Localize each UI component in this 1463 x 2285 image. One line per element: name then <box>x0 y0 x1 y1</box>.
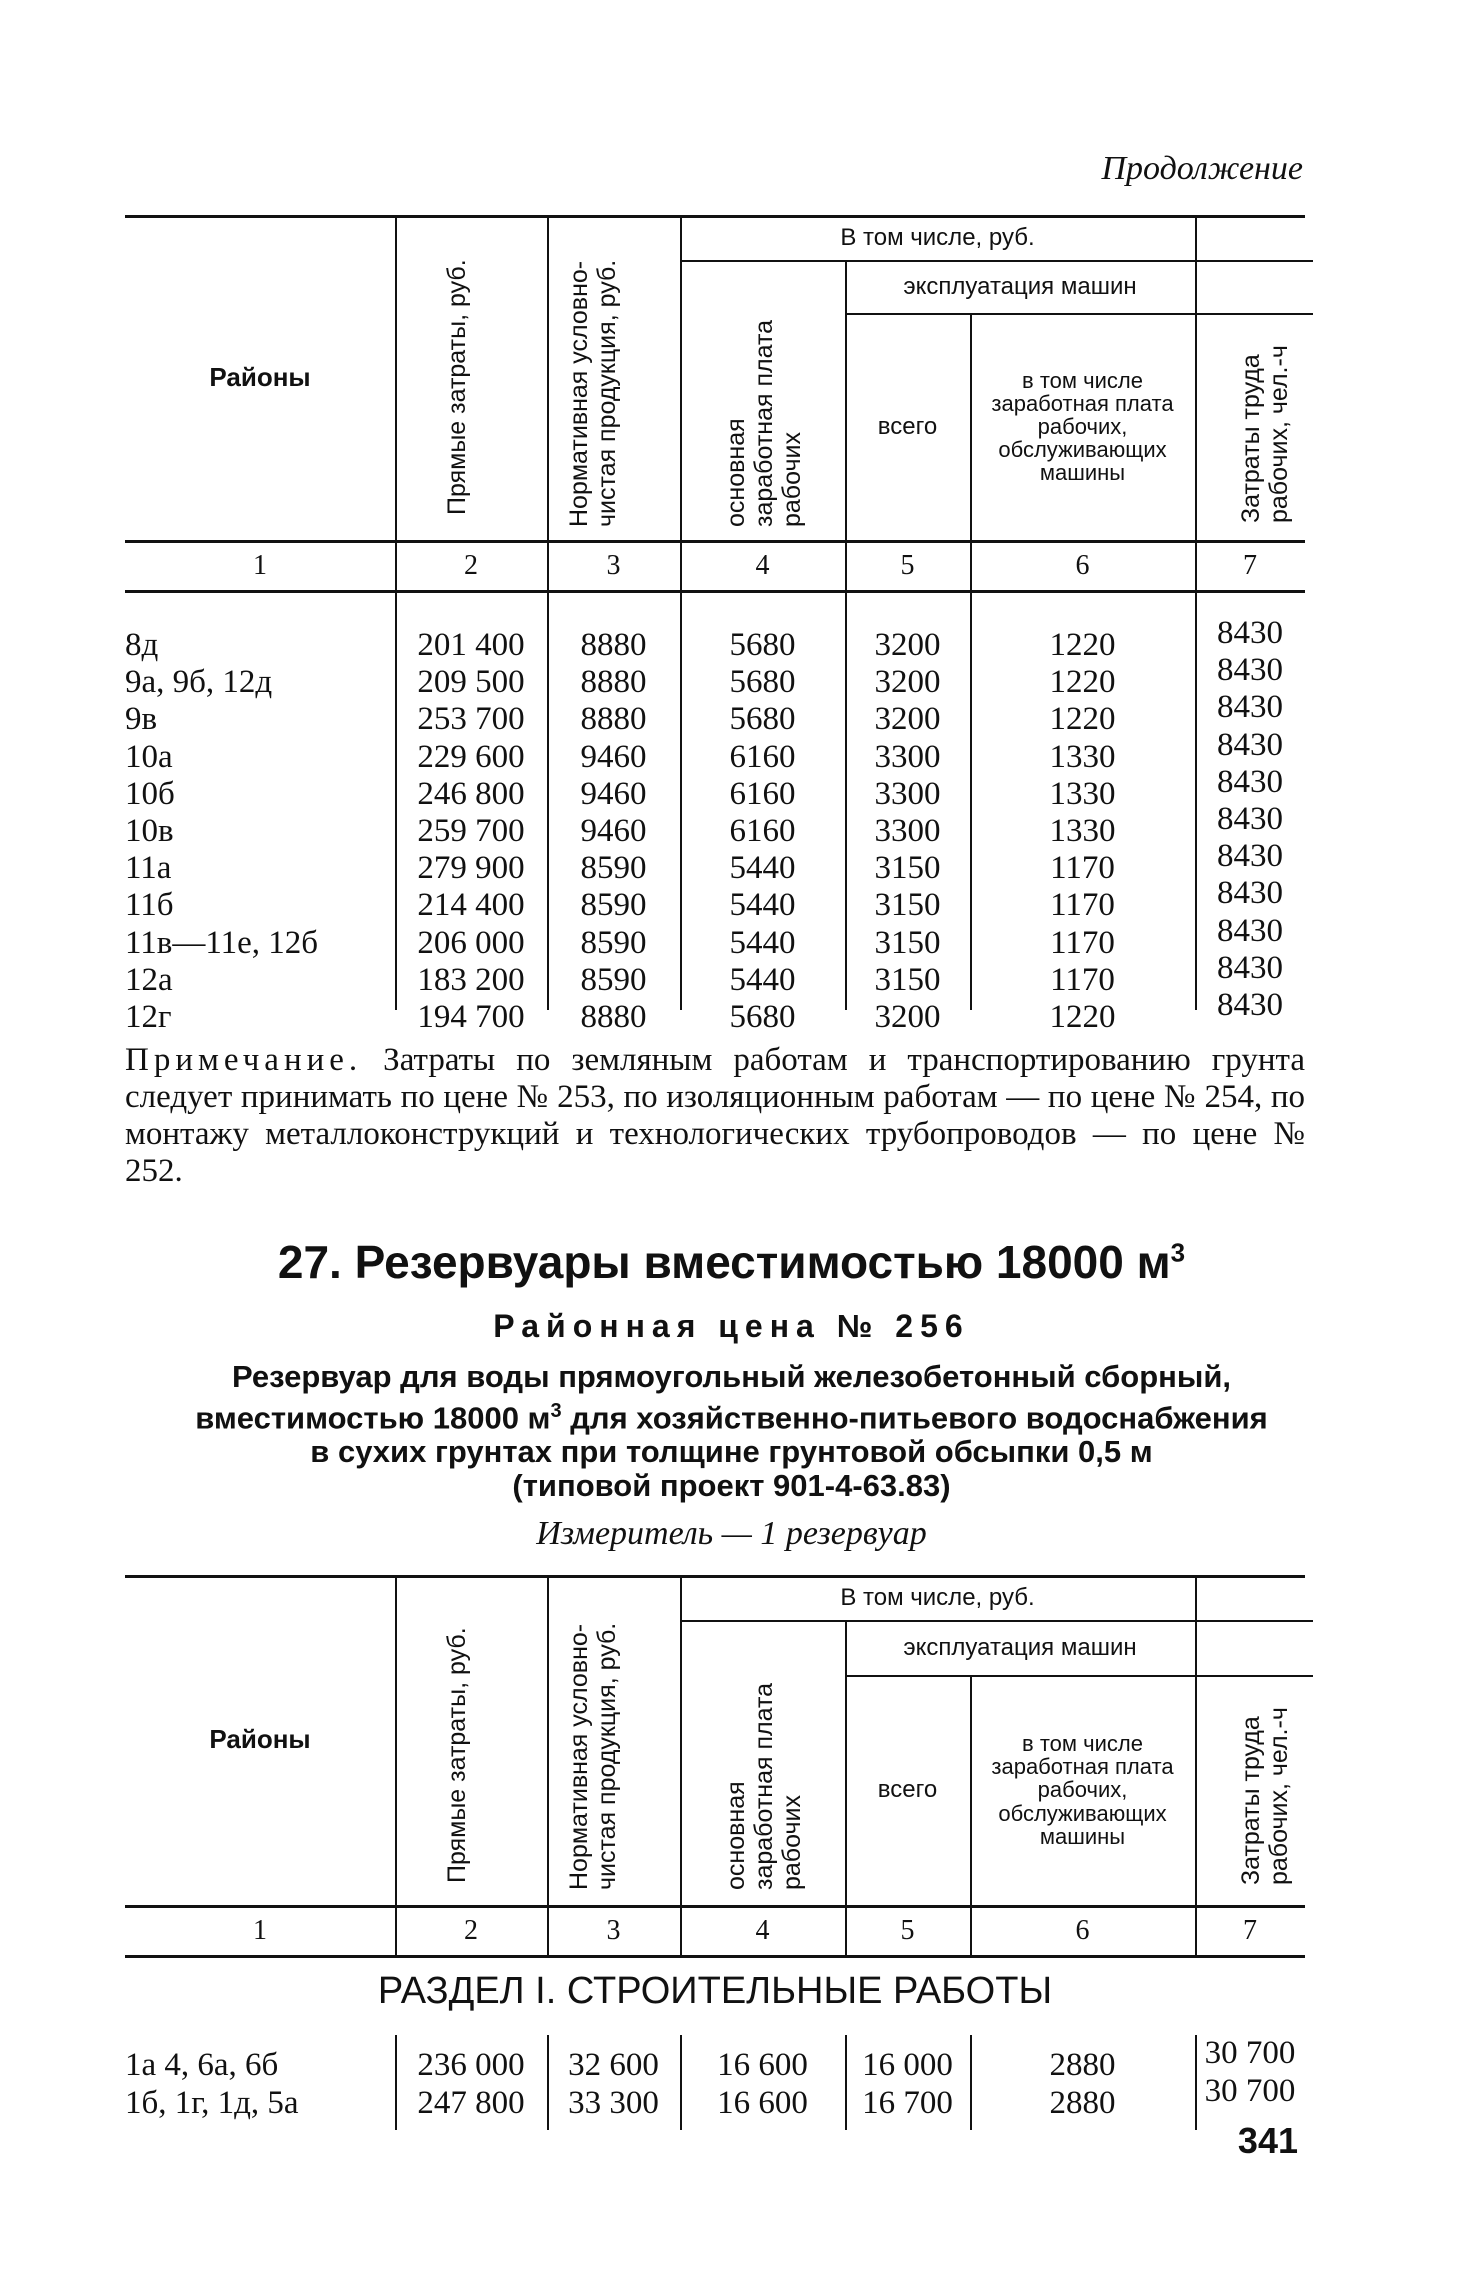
cell-direct: 214 400 <box>417 887 525 924</box>
cell-wage: 5440 <box>729 887 796 924</box>
section-title: 27. Резервуары вместимостью 18000 $м^3$ <box>277 1236 1186 1288</box>
cell-labor: 8430 <box>1217 763 1283 800</box>
row-region-label: 9а, 9б, 12д <box>125 664 273 701</box>
measure-unit: Измеритель — 1 резервуар <box>536 1515 927 1552</box>
page-number: 341 <box>1237 2120 1298 2161</box>
col-number: 2 <box>464 1915 478 1946</box>
cell-wage: 5680 <box>729 701 796 738</box>
cell-total: 3150 <box>874 887 941 924</box>
cell-total: 3300 <box>874 813 941 849</box>
machines-header: эксплуатация машин <box>903 272 1137 300</box>
cell-normative: 8880 <box>580 627 647 663</box>
cell-wage: 5680 <box>729 664 796 701</box>
cell-total: 3300 <box>874 775 941 812</box>
table-2 <box>125 1575 1305 2130</box>
row-region-label: 10в <box>125 813 174 849</box>
col-number: 5 <box>900 550 915 581</box>
cell-direct: 201 400 <box>417 627 525 663</box>
direct-costs-header: Прямые затраты, руб. <box>443 259 471 515</box>
cell-wage: 6160 <box>729 775 796 812</box>
row-region-label: 10б <box>125 775 175 812</box>
base-wage-header: основная заработная плата рабочих <box>722 319 806 527</box>
cell-labor: 8430 <box>1217 949 1283 986</box>
numbers-bottom-rule <box>125 590 1305 593</box>
row-region-label: 9в <box>125 701 158 738</box>
cell-labor: 30 700 <box>1204 2035 1296 2071</box>
cell-direct: 183 200 <box>417 961 525 998</box>
cell-machine-wage: 1170 <box>1050 924 1115 961</box>
col-number: 5 <box>900 1915 915 1946</box>
cell-normative: 8880 <box>580 664 647 701</box>
including-header: В том числе, руб. <box>840 1583 1035 1611</box>
cell-labor: 8430 <box>1217 652 1283 689</box>
cell-wage: 5440 <box>729 850 796 887</box>
cell-normative: 32 600 <box>568 2047 659 2083</box>
row-region-label: 10а <box>125 738 173 775</box>
cell-machine-wage: 1330 <box>1049 813 1116 849</box>
cell-wage: 5680 <box>729 999 796 1035</box>
cell-normative: 8880 <box>580 999 647 1035</box>
row-region-label: 11а <box>125 850 172 887</box>
cell-labor: 8430 <box>1217 987 1283 1023</box>
cell-total: 3150 <box>874 924 941 961</box>
continuation-label: Продолжение <box>1101 150 1303 187</box>
cell-total: 3200 <box>874 664 941 701</box>
cell-labor: 30 700 <box>1204 2073 1296 2109</box>
cell-wage: 16 600 <box>717 2085 808 2121</box>
cell-normative: 8880 <box>580 701 647 738</box>
cell-direct: 194 700 <box>417 999 525 1035</box>
regions-header: Районы <box>209 361 311 392</box>
col-number: 1 <box>253 1915 267 1946</box>
section-heading: РАЗДЕЛ I. СТРОИТЕЛЬНЫЕ РАБОТЫ <box>377 1970 1053 2012</box>
cell-direct: 259 700 <box>417 813 525 849</box>
col-number: 4 <box>755 1915 770 1946</box>
cell-labor: 8430 <box>1217 838 1283 875</box>
col-number: 7 <box>1243 1915 1257 1946</box>
col-number: 3 <box>606 550 621 581</box>
cell-machine-wage: 1220 <box>1049 627 1116 663</box>
cell-machine-wage: 1170 <box>1050 850 1115 887</box>
cell-normative: 8590 <box>580 961 647 998</box>
col-number: 4 <box>755 550 770 581</box>
machines-header: эксплуатация машин <box>903 1633 1137 1661</box>
cell-total: 3150 <box>874 850 941 887</box>
note-label: Примечание. <box>125 1042 363 1078</box>
labor-costs-header: Затраты труда рабочих, чел.-ч <box>1237 1707 1293 1885</box>
normative-product-header: Нормативная условно-чистая продукция, руб. <box>565 1622 621 1890</box>
cell-wage: 6160 <box>729 738 796 775</box>
cell-wage: 5440 <box>729 961 796 998</box>
row-region-label: 11в—11е, 12б <box>125 924 319 961</box>
cell-machine-wage: 1170 <box>1050 961 1115 998</box>
machine-wage-header: в том числе заработная плата рабочих, обслуживающих машины <box>991 367 1174 486</box>
col-number: 6 <box>1075 550 1090 581</box>
cell-total: 3200 <box>874 627 941 663</box>
cell-normative: 8590 <box>580 887 647 924</box>
col-number: 3 <box>606 1915 621 1946</box>
direct-costs-header: Прямые затраты, руб. <box>443 1627 471 1883</box>
cell-direct: 247 800 <box>417 2085 525 2121</box>
cell-machine-wage: 1220 <box>1049 999 1116 1035</box>
description: Резервуар для воды прямоугольный железобетонный сборный, вместимостью 18000 $м^3$ для хозяйственно-питьевого водоснабжения в сухих грунтах при толщине грунтовой обсыпки 0,5 м (типовой проект 901-4-63.83) <box>195 1359 1268 1504</box>
cell-total: 16 000 <box>862 2047 953 2083</box>
machines-total-header: всего <box>877 412 938 440</box>
cell-wage: 6160 <box>729 813 796 849</box>
cell-direct: 229 600 <box>417 738 525 775</box>
note <box>125 1042 1305 1190</box>
cell-normative: 9460 <box>580 738 647 775</box>
col-number: 6 <box>1075 1915 1090 1946</box>
col-number: 1 <box>253 550 267 581</box>
cell-machine-wage: 1220 <box>1049 701 1116 738</box>
regions-header: Районы <box>209 1724 311 1755</box>
cell-labor: 8430 <box>1217 726 1283 763</box>
row-region-label: 1б, 1г, 1д, 5а <box>125 2085 299 2121</box>
header-bottom-rule <box>125 540 1305 543</box>
cell-total: 3150 <box>874 961 941 998</box>
base-wage-header: основная заработная плата рабочих <box>722 1682 806 1890</box>
cell-total: 3200 <box>874 701 941 738</box>
cell-normative: 9460 <box>580 813 647 849</box>
row-region-label: 12а <box>125 961 173 998</box>
row-region-label: 11б <box>125 887 174 924</box>
note-text: Затраты по земляным работам и транспортированию грунта следует принимать по цене № 253, по изоляционным работам — по цене № 254, по монтажу металлоконструкций и технологических трубопроводов — по цене № 252. <box>125 1042 1305 1189</box>
cell-labor: 8430 <box>1217 875 1283 912</box>
cell-direct: 253 700 <box>417 701 525 738</box>
normative-product-header: Нормативная условно-чистая продукция, руб. <box>565 259 621 527</box>
cell-machine-wage: 2880 <box>1049 2085 1116 2121</box>
cell-labor: 8430 <box>1217 801 1283 837</box>
machines-total-header: всего <box>877 1776 938 1804</box>
cell-machine-wage: 1330 <box>1049 738 1116 775</box>
including-header: В том числе, руб. <box>840 223 1035 251</box>
cell-total: 3200 <box>874 999 941 1035</box>
cell-direct: 206 000 <box>417 924 525 961</box>
row-region-label: 8д <box>125 627 159 663</box>
row-region-label: 12г <box>125 999 172 1035</box>
cell-machine-wage: 2880 <box>1049 2047 1116 2083</box>
cell-direct: 246 800 <box>417 775 525 812</box>
price-number: Районная цена № 256 <box>493 1308 970 1344</box>
table-1 <box>125 215 1305 1035</box>
cell-labor: 8430 <box>1217 615 1283 651</box>
labor-costs-header: Затраты труда рабочих, чел.-ч <box>1237 345 1293 523</box>
cell-normative: 9460 <box>580 775 647 812</box>
cell-direct: 279 900 <box>417 850 525 887</box>
cell-normative: 8590 <box>580 924 647 961</box>
cell-normative: 33 300 <box>568 2085 659 2121</box>
cell-total: 16 700 <box>862 2085 953 2121</box>
cell-wage: 16 600 <box>717 2047 808 2083</box>
machine-wage-header: в том числе заработная плата рабочих, обслуживающих машины <box>991 1731 1174 1849</box>
col-number: 7 <box>1243 550 1257 581</box>
cell-direct: 209 500 <box>417 664 525 701</box>
cell-wage: 5440 <box>729 924 796 961</box>
col-number: 2 <box>464 550 478 581</box>
cell-machine-wage: 1330 <box>1049 775 1116 812</box>
cell-machine-wage: 1170 <box>1050 887 1115 924</box>
cell-labor: 8430 <box>1217 689 1283 726</box>
cell-normative: 8590 <box>580 850 647 887</box>
cell-labor: 8430 <box>1217 912 1283 949</box>
cell-wage: 5680 <box>729 627 796 663</box>
cell-machine-wage: 1220 <box>1049 664 1116 701</box>
cell-direct: 236 000 <box>417 2047 525 2083</box>
cell-total: 3300 <box>874 738 941 775</box>
row-region-label: 1а 4, 6а, 6б <box>125 2047 279 2083</box>
